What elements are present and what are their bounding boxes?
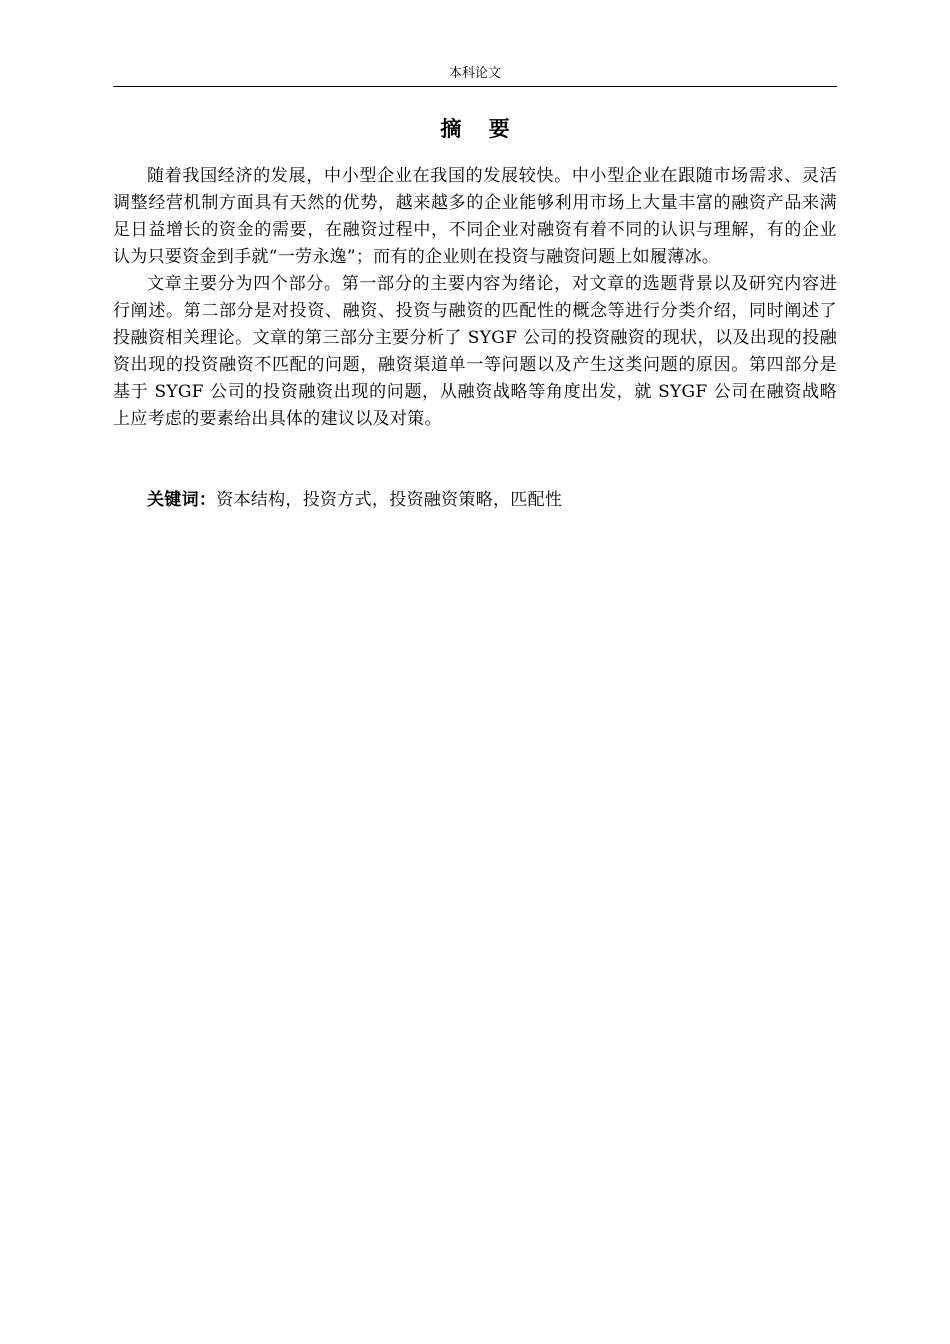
keywords-label: 关键词： bbox=[147, 490, 217, 510]
abstract-title: 摘 要 bbox=[440, 117, 520, 141]
keywords-text: 资本结构，投资方式，投资融资策略，匹配性 bbox=[216, 490, 563, 510]
running-header: 本科论文 bbox=[448, 66, 501, 81]
abstract-body bbox=[113, 163, 837, 433]
header-rule bbox=[113, 86, 837, 87]
abstract-paragraph-1: 随着我国经济的发展，中小型企业在我国的发展较快。中小型企业在跟随市场需求、灵活调整经营机制方面具有天然的优势，越来越多的企业能够利用市场上大量丰富的融资产品来满足日益增长的资金的需要，在融资过程中，不同企业对融资有着不同的认识与理解，有的企业认为只要资金到手就“一劳永逸”；而有的企业则在投资与融资问题上如履薄冰。 bbox=[113, 166, 837, 267]
abstract-paragraph-2: 文章主要分为四个部分。第一部分的主要内容为绪论，对文章的选题背景以及研究内容进行阐述。第二部分是对投资、融资、投资与融资的匹配性的概念等进行分类介绍，同时阐述了投融资相关理论。文章的第三部分主要分析了 SYGF 公司的投资融资的现状，以及出现的投融资出现的投资融资不匹配的问题，融资渠道单一等问题以及产生这类问题的原因。第四部分是基于 SYGF 公司的投资融资出现的问题，从融资战略等角度出发，就 SYGF 公司在融资战略上应考虑的要素给出具体的建议以及对策。 bbox=[113, 274, 837, 429]
keywords-line bbox=[113, 487, 837, 514]
